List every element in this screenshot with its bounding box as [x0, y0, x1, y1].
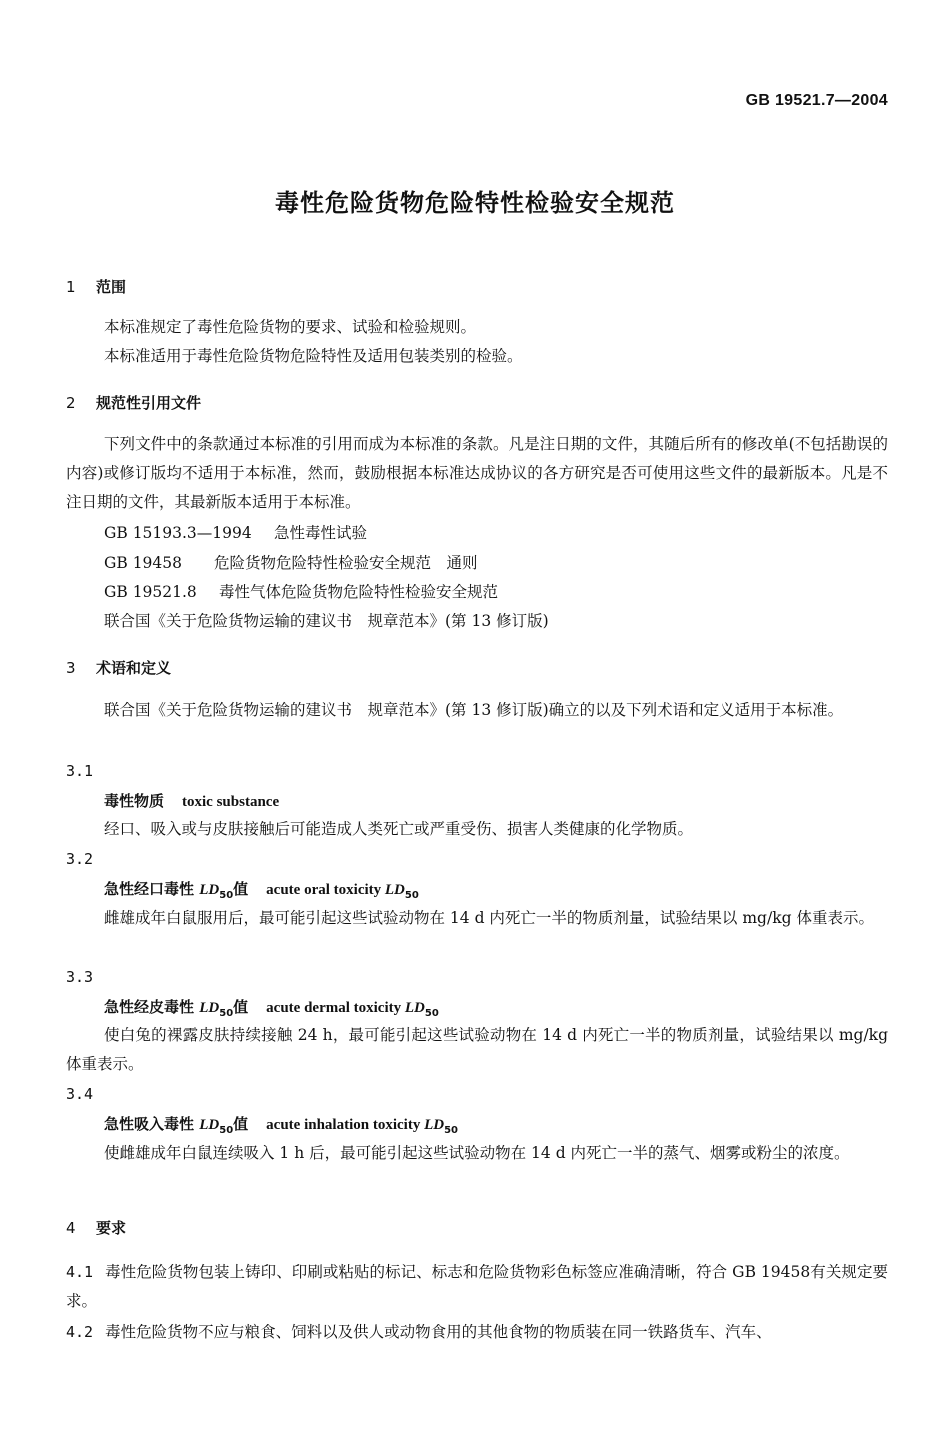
term-ld: LD — [199, 882, 220, 898]
section-1-heading — [66, 276, 126, 297]
term-zh-suffix: 值 — [233, 1115, 249, 1133]
requirement-text: 毒性危险货物包装上铸印、印刷或粘贴的标记、标志和危险货物彩色标签应准确清晰，符合 GB 19458有关规定要求。 — [66, 1263, 888, 1310]
term-subscript: 50 — [219, 890, 234, 901]
term-definition: 使白兔的裸露皮肤持续接触 24 h，最可能引起这些试验动物在 14 d 内死亡一半的物质剂量，试验结果以 mg/kg 体重表示。 — [66, 1026, 888, 1073]
term-en: acute dermal toxicity — [266, 1000, 405, 1016]
term-en-subscript: 50 — [404, 890, 419, 901]
term-subscript: 50 — [219, 1008, 234, 1019]
reference-title: 危险货物危险特性检验安全规范 通则 — [214, 554, 478, 572]
section-3-heading — [66, 657, 171, 678]
term-number: 3.4 — [66, 1085, 94, 1103]
requirement-text: 毒性危险货物不应与粮食、饲料以及供人或动物食用的其他食物的物质装在同一铁路货车、汽车、 — [105, 1323, 772, 1341]
term-zh: 急性经皮毒性 — [104, 998, 200, 1016]
reference-code: GB 15193.3—1994 — [104, 524, 252, 542]
section-title: 要求 — [96, 1219, 127, 1237]
term-definition: 经口、吸入或与皮肤接触后可能造成人类死亡或严重受伤、损害人类健康的化学物质。 — [104, 820, 694, 838]
term-en-ld: LD — [384, 882, 405, 898]
term-heading — [104, 996, 439, 1019]
term-number: 3.3 — [66, 968, 94, 986]
paragraph: 联合国《关于危险货物运输的建议书 规章范本》(第 13 修订版)确立的以及下列术语和定义适用于本标准。 — [104, 701, 844, 719]
reference-title: 毒性气体危险货物危险特性检验安全规范 — [219, 583, 499, 601]
term-en: toxic substance — [182, 794, 280, 810]
term-en-subscript: 50 — [444, 1125, 459, 1136]
standard-code: GB 19521.7—2004 — [745, 92, 888, 109]
term-number: 3.1 — [66, 762, 94, 780]
section-title: 规范性引用文件 — [96, 394, 202, 412]
section-number: 4 — [66, 1219, 76, 1237]
term-zh-suffix: 值 — [233, 880, 249, 898]
normative-reference — [104, 607, 549, 636]
normative-reference — [104, 578, 498, 607]
paragraph: 本标准适用于毒性危险货物危险特性及适用包装类别的检验。 — [104, 347, 523, 365]
term-ld: LD — [199, 1000, 220, 1016]
term-en-ld: LD — [404, 1000, 425, 1016]
term-zh: 急性经口毒性 — [104, 880, 200, 898]
reference-code: GB 19458 — [104, 554, 183, 572]
section-number: 3 — [66, 659, 76, 677]
reference-title: 急性毒性试验 — [274, 524, 368, 542]
section-title: 范围 — [96, 278, 127, 296]
section-4-heading — [66, 1217, 126, 1238]
requirement-item — [66, 1258, 888, 1316]
term-en-ld: LD — [424, 1117, 445, 1133]
paragraph: 下列文件中的条款通过本标准的引用而成为本标准的条款。凡是注日期的文件，其随后所有的修改单(不包括勘误的内容)或修订版均不适用于本标准，然而，鼓励根据本标准达成协议的各方研究是否可使用这些文件的最新版本。凡是不注日期的文件，其最新版本适用于本标准。 — [66, 435, 888, 511]
term-en-subscript: 50 — [424, 1008, 439, 1019]
term-zh: 急性吸入毒性 — [104, 1115, 200, 1133]
term-heading — [104, 790, 279, 811]
term-ld: LD — [199, 1117, 220, 1133]
section-number: 2 — [66, 394, 76, 412]
term-en: acute oral toxicity — [266, 882, 385, 898]
requirement-item — [66, 1318, 888, 1347]
term-definition: 使雌雄成年白鼠连续吸入 1 h 后，最可能引起这些试验动物在 14 d 内死亡一半的蒸气、烟雾或粉尘的浓度。 — [104, 1144, 850, 1162]
paragraph: 本标准规定了毒性危险货物的要求、试验和检验规则。 — [104, 318, 477, 336]
term-definition: 雌雄成年白鼠服用后，最可能引起这些试验动物在 14 d 内死亡一半的物质剂量，试验结果以 mg/kg 体重表示。 — [104, 909, 874, 927]
term-subscript: 50 — [219, 1125, 234, 1136]
reference-code: 联合国《关于危险货物运输的建议书 规章范本》(第 13 修订版) — [104, 612, 549, 630]
term-number: 3.2 — [66, 850, 94, 868]
requirement-number: 4.1 — [66, 1263, 94, 1281]
term-heading — [104, 1113, 458, 1136]
normative-reference — [104, 519, 367, 548]
reference-code: GB 19521.8 — [104, 583, 197, 601]
term-zh: 毒性物质 — [104, 792, 165, 810]
term-zh-suffix: 值 — [233, 998, 249, 1016]
section-title: 术语和定义 — [96, 659, 172, 677]
section-number: 1 — [66, 278, 76, 296]
document-title: 毒性危险货物危险特性检验安全规范 — [275, 189, 675, 217]
term-heading — [104, 878, 419, 901]
section-2-heading — [66, 392, 201, 413]
requirement-number: 4.2 — [66, 1323, 94, 1341]
normative-reference — [104, 549, 478, 578]
term-en: acute inhalation toxicity — [266, 1117, 425, 1133]
